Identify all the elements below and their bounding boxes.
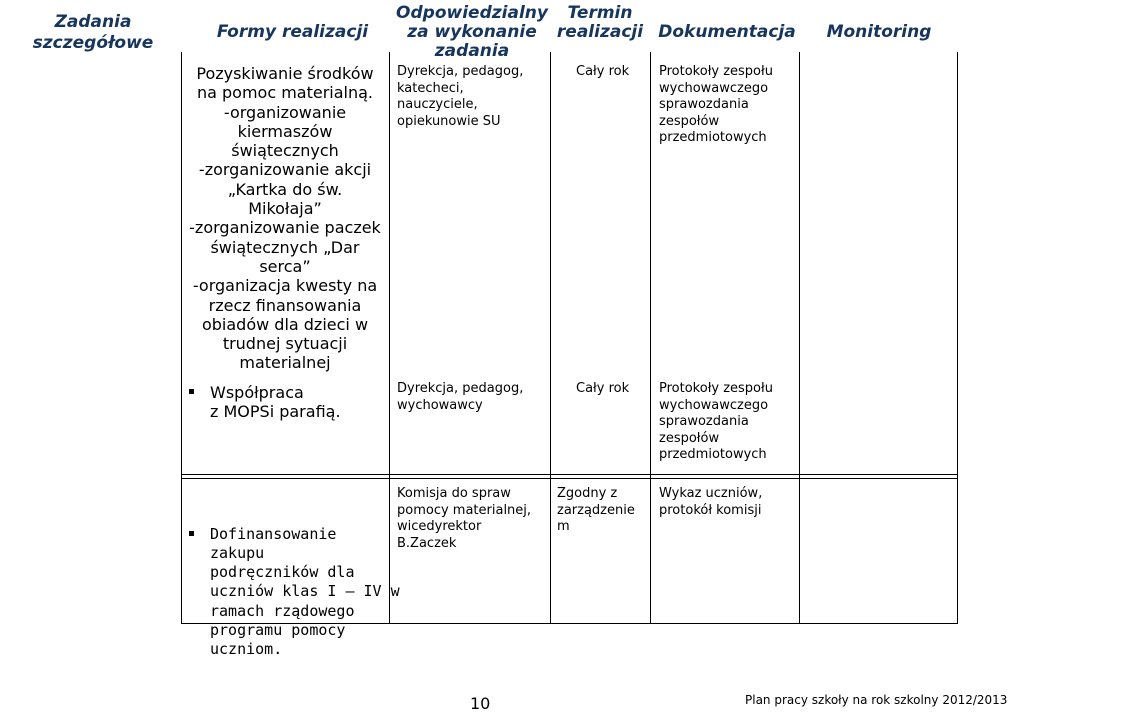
- text-line: Mikołaja”: [248, 199, 322, 219]
- text-line: nauczyciele,: [397, 97, 478, 112]
- text-line: ramach rządowego: [210, 601, 355, 620]
- text-line: obiadów dla dzieci w: [201, 314, 369, 334]
- termin-cell-1: Cały rok: [576, 64, 630, 79]
- text-line: Zgodny z: [557, 486, 618, 501]
- text-line: uczniów klas I – IV w: [210, 582, 400, 601]
- text-line: materialnej: [239, 353, 331, 373]
- text-line: opiekunowie SU: [397, 113, 501, 129]
- text-line: -organizacja kwesty na: [192, 276, 378, 296]
- text-line: z MOPSi parafią.: [210, 402, 341, 422]
- text-line: uczniom.: [210, 640, 283, 659]
- text-line: programu pomocy: [210, 621, 346, 640]
- text-line: wychowawcy: [397, 397, 483, 413]
- text-line: trudnej sytuacji: [222, 334, 348, 354]
- termin-cell-2: Cały rok: [576, 381, 630, 396]
- text-line: -zorganizowanie paczek: [189, 218, 381, 238]
- grid-line: [181, 474, 958, 475]
- text-line: protokół komisji: [659, 502, 762, 518]
- text-line: kiermaszów: [237, 121, 333, 141]
- dok-cell-3: [659, 486, 762, 519]
- header-termin: Termin realizacji: [556, 3, 644, 42]
- text-line: Dyrekcja, pedagog,: [397, 381, 524, 396]
- text-line: przedmiotowych: [659, 447, 767, 462]
- odp-cell-2: [397, 381, 523, 414]
- odp-cell-1: [397, 64, 523, 130]
- text-line: sprawozdania: [659, 414, 749, 429]
- text-line: Dyrekcja, pedagog,: [397, 64, 524, 79]
- text-line: zakupu: [210, 543, 265, 562]
- text-line: zespołów: [659, 113, 720, 129]
- header-zadania: Zadania szczegółowe: [32, 12, 154, 53]
- text-line: „Kartka do św.: [227, 179, 343, 199]
- text-line: Wykaz uczniów,: [659, 486, 763, 501]
- text-line: zarządzenie: [557, 502, 635, 518]
- odp-cell-3: [397, 486, 531, 552]
- header-dokumentacja: Dokumentacja: [658, 22, 796, 42]
- text-line: katecheci,: [397, 80, 464, 96]
- text-line: Dofinansowanie: [210, 524, 337, 543]
- text-line: zespołów: [659, 430, 720, 446]
- text-line: B.Zaczek: [397, 535, 457, 551]
- text-line: sprawozdania: [659, 97, 749, 112]
- text-line: wychowawczego: [659, 80, 769, 96]
- text-line: Współpraca: [210, 383, 304, 402]
- page-number: 10: [470, 694, 491, 713]
- text-line: serca”: [259, 256, 311, 276]
- text-line: Protokoły zespołu: [659, 64, 773, 79]
- text-line: pomocy materialnej,: [397, 502, 532, 518]
- text-line: na pomoc materialną.: [196, 83, 374, 103]
- dok-cell-2: [659, 381, 773, 464]
- dok-cell-1: [659, 64, 773, 147]
- grid-line: [181, 52, 182, 624]
- header-monitoring: Monitoring: [826, 22, 932, 42]
- text-line: -organizowanie: [223, 102, 347, 122]
- text-line: Protokoły zespołu: [659, 381, 773, 396]
- termin-cell-3: [557, 486, 635, 536]
- text-line: rzecz finansowania: [208, 295, 362, 315]
- text-line: świątecznych: [231, 141, 339, 161]
- footer-title: Plan pracy szkoły na rok szkolny 2012/2013: [745, 693, 1008, 707]
- bullet-dofinansowanie: [188, 525, 1147, 660]
- text-line: świątecznych „Dar: [210, 237, 360, 257]
- text-line: przedmiotowych: [659, 130, 767, 145]
- text-line: m: [557, 519, 570, 534]
- text-line: Pozyskiwanie środków: [196, 64, 374, 83]
- text-line: wychowawczego: [659, 397, 769, 413]
- formy-cell-1: [185, 64, 385, 373]
- text-line: podręczników dla: [210, 563, 355, 582]
- header-odpowiedzialny: Odpowiedzialny za wykonanie zadania: [396, 3, 548, 61]
- text-line: Komisja do spraw: [397, 486, 511, 501]
- header-formy: Formy realizacji: [216, 22, 369, 42]
- text-line: wicedyrektor: [397, 519, 482, 534]
- grid-line: [181, 478, 958, 479]
- text-line: -zorganizowanie akcji: [198, 160, 372, 180]
